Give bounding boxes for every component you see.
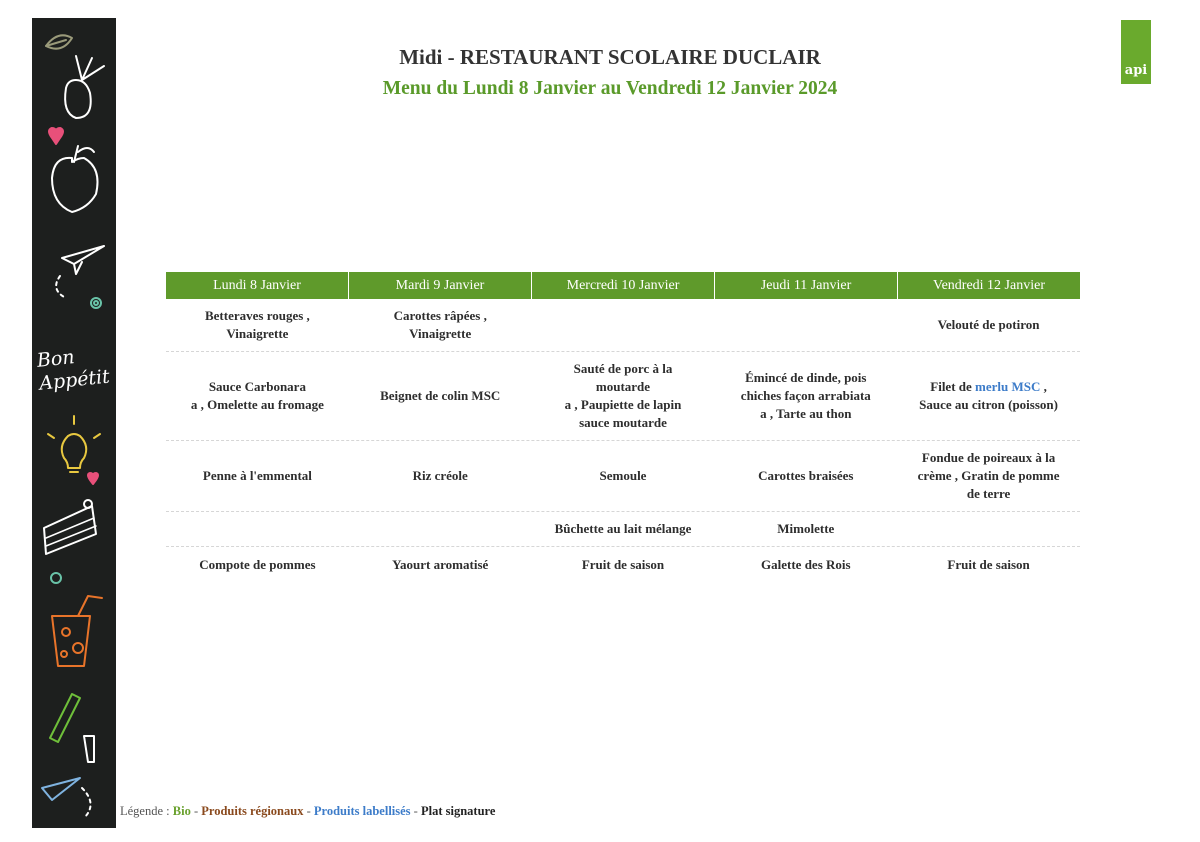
page-title: Midi - RESTAURANT SCOLAIRE DUCLAIR [399, 45, 821, 69]
menu-cell: Émincé de dinde, pois chiches façon arrabiata a , Tarte au thon [740, 370, 871, 421]
menu-cell: Velouté de potiron [937, 317, 1040, 332]
labelled-product: merlu MSC [975, 379, 1041, 394]
menu-row-dessert [166, 547, 1080, 583]
menu-date-range: Menu du Lundi 8 Janvier au Vendredi 12 Janvier 2024 [382, 78, 838, 99]
legend-label: Légende : [120, 804, 173, 818]
menu-cell: Beignet de colin MSC [380, 388, 501, 403]
decorative-sidebar [32, 18, 116, 828]
day-header-friday: Vendredi 12 Janvier [898, 272, 1080, 299]
legend-regional: Produits régionaux [201, 804, 304, 818]
menu-cell: Betteraves rouges , Vinaigrette [204, 308, 310, 341]
api-logo [1121, 20, 1151, 84]
drink-icon [52, 596, 102, 666]
legend-signature: Plat signature [420, 804, 496, 818]
menu-cell: Carottes râpées , Vinaigrette [393, 308, 487, 341]
menu-row-cheese [166, 512, 1080, 547]
paper-plane-icon [56, 246, 104, 298]
menu-cell: Sauce Carbonara a , Omelette au fromage [190, 379, 324, 412]
menu-cell [714, 299, 897, 351]
legend-sep: - [190, 804, 202, 818]
menu-cell: Penne à l'emmental [202, 468, 312, 483]
menu-cell: Mimolette [777, 521, 835, 536]
menu-cell [897, 512, 1080, 546]
heart-icon [49, 128, 63, 144]
day-header-thursday: Jeudi 11 Janvier [715, 272, 898, 299]
apple-icon [52, 146, 98, 212]
menu-cell [349, 512, 532, 546]
menu-cell [166, 512, 349, 546]
menu-cell: Fruit de saison [581, 557, 665, 572]
menu-cell: Bûchette au lait mélange [554, 521, 692, 536]
menu-header-row [166, 272, 1080, 299]
legend [120, 804, 495, 819]
menu-row-starter [166, 299, 1080, 352]
legend-bio: Bio [172, 804, 191, 818]
paper-plane-small-icon [42, 778, 91, 818]
leaf-icon [46, 35, 72, 48]
beet-icon [65, 56, 104, 118]
lightbulb-icon [48, 416, 100, 472]
menu-cell: Yaourt aromatisé [392, 557, 489, 572]
menu-cell: Galette des Rois [761, 557, 851, 572]
menu-cell-friday-main [897, 352, 1080, 440]
menu-cell [532, 299, 715, 351]
day-header-wednesday: Mercredi 10 Janvier [532, 272, 715, 299]
flower-icon [91, 298, 101, 308]
friday-main-suffix: , [1040, 379, 1047, 394]
menu-cell: Riz créole [412, 468, 468, 483]
menu-cell: Sauté de porc à la moutarde a , Paupiette de lapin sauce moutarde [564, 361, 682, 430]
menu-cell: Fruit de saison [947, 557, 1030, 572]
pencil-icon [50, 694, 94, 762]
friday-main-prefix: Filet de [930, 379, 976, 394]
friday-main-sauce: Sauce au citron (poisson) [919, 397, 1058, 412]
legend-labelled: Produits labellisés [313, 804, 411, 818]
flower-small-icon [51, 573, 61, 583]
menu-row-main [166, 352, 1080, 441]
cake-icon [44, 500, 96, 554]
bon-appetit-text: Bon Appétit [35, 346, 111, 395]
day-header-tuesday: Mardi 9 Janvier [349, 272, 532, 299]
logo-text: api [1124, 63, 1148, 78]
menu-cell: Semoule [599, 468, 647, 483]
heart-small-icon [88, 473, 98, 484]
legend-sep: - [303, 804, 314, 818]
menu-row-side [166, 441, 1080, 512]
legend-sep: - [410, 804, 421, 818]
menu-cell: Fondue de poireaux à la crème , Gratin de pomme de terre [917, 450, 1060, 501]
menu-cell: Compote de pommes [199, 557, 316, 572]
day-header-monday: Lundi 8 Janvier [166, 272, 349, 299]
menu-cell: Carottes braisées [758, 468, 854, 483]
menu-table [166, 272, 1080, 583]
